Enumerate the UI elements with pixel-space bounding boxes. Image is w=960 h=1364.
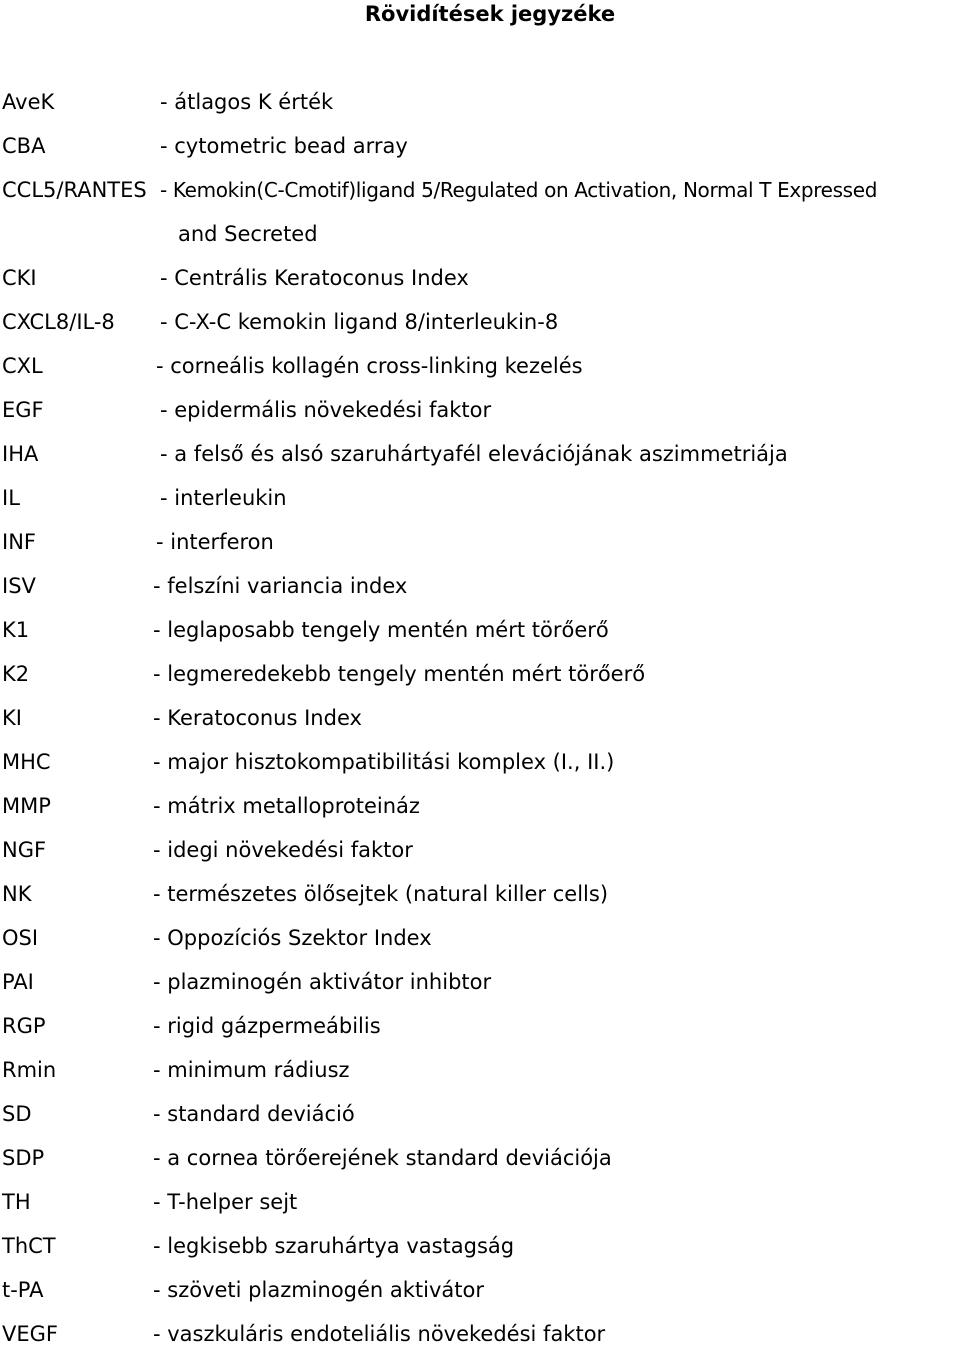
abbreviation: K1 [2, 618, 30, 642]
list-item [2, 1144, 960, 1188]
list-item [2, 396, 960, 440]
definition: - átlagos K érték [160, 90, 334, 114]
list-item [2, 660, 960, 704]
definition: - T-helper sejt [153, 1190, 298, 1214]
abbreviation: NK [2, 882, 32, 906]
definition: - leglaposabb tengely mentén mért törőerő [153, 618, 609, 642]
list-item [2, 1100, 960, 1144]
definition: - interleukin [160, 486, 287, 510]
abbreviation: PAI [2, 970, 34, 994]
definition: - Kemokin(C-Cmotif)ligand 5/Regulated on Activation, Normal T Expressed [160, 178, 878, 202]
abbreviation: RGP [2, 1014, 46, 1038]
list-item [2, 572, 960, 616]
definition: - major hisztokompatibilitási komplex (I., II.) [153, 750, 615, 774]
list-item [2, 880, 960, 924]
abbreviation: TH [2, 1190, 31, 1214]
abbreviation: IL [2, 486, 20, 510]
abbreviation: INF [2, 530, 36, 554]
abbreviation: IHA [2, 442, 39, 466]
list-item [2, 704, 960, 748]
list-item [2, 968, 960, 1012]
abbreviation: t-PA [2, 1278, 44, 1302]
list-item [2, 88, 960, 132]
list-item [2, 836, 960, 880]
abbreviation: OSI [2, 926, 39, 950]
abbreviation: EGF [2, 398, 44, 422]
definition-continuation: and Secreted [178, 222, 318, 246]
list-item [2, 132, 960, 176]
list-item [2, 352, 960, 396]
abbreviation: K2 [2, 662, 30, 686]
definition: - epidermális növekedési faktor [160, 398, 492, 422]
definition: - Keratoconus Index [153, 706, 362, 730]
abbreviation: SD [2, 1102, 32, 1126]
page-title: Rövidítések jegyzéke [364, 2, 616, 26]
list-item [2, 616, 960, 660]
list-item [2, 528, 960, 572]
list-item [2, 440, 960, 484]
definition: - interferon [156, 530, 274, 554]
abbreviation: ISV [2, 574, 36, 598]
list-item [2, 1188, 960, 1232]
list-item [2, 1056, 960, 1100]
abbreviation: CXCL8/IL-8 [2, 310, 115, 334]
abbreviation: CCL5/RANTES [2, 178, 147, 202]
definition: - természetes ölősejtek (natural killer cells) [153, 882, 609, 906]
definition: - mátrix metalloproteináz [153, 794, 420, 818]
abbreviation: KI [2, 706, 22, 730]
abbreviation: CKI [2, 266, 37, 290]
abbreviation: NGF [2, 838, 47, 862]
list-item [2, 1320, 960, 1364]
abbreviation: MMP [2, 794, 51, 818]
definition: - plazminogén aktivátor inhibtor [153, 970, 492, 994]
list-item [2, 176, 960, 264]
abbreviation: SDP [2, 1146, 45, 1170]
definition: - Centrális Keratoconus Index [160, 266, 469, 290]
definition: - cytometric bead array [160, 134, 408, 158]
definition: - minimum rádiusz [153, 1058, 350, 1082]
list-item [2, 484, 960, 528]
definition: - felszíni variancia index [153, 574, 408, 598]
abbreviation: AveK [2, 90, 55, 114]
list-item [2, 1012, 960, 1056]
definition: - Oppozíciós Szektor Index [153, 926, 432, 950]
definition: - szöveti plazminogén aktivátor [153, 1278, 485, 1302]
abbreviation: ThCT [2, 1234, 56, 1258]
list-item [2, 748, 960, 792]
list-item [2, 1232, 960, 1276]
definition: - legkisebb szaruhártya vastagság [153, 1234, 515, 1258]
abbreviation: CXL [2, 354, 43, 378]
list-item [2, 1276, 960, 1320]
list-item [2, 308, 960, 352]
definition: - legmeredekebb tengely mentén mért törőerő [153, 662, 646, 686]
abbreviation: VEGF [2, 1322, 58, 1346]
definition: - rigid gázpermeábilis [153, 1014, 381, 1038]
definition: - a cornea törőerejének standard deviációja [153, 1146, 612, 1170]
abbreviation: Rmin [2, 1058, 57, 1082]
definition: - corneális kollagén cross-linking kezelés [156, 354, 583, 378]
definition: - a felső és alsó szaruhártyafél elevációjának aszimmetriája [160, 442, 788, 466]
list-item [2, 924, 960, 968]
abbreviation: CBA [2, 134, 46, 158]
definition: - C-X-C kemokin ligand 8/interleukin-8 [160, 310, 559, 334]
definition: - standard deviáció [153, 1102, 355, 1126]
list-item [2, 264, 960, 308]
definition: - vaszkuláris endoteliális növekedési faktor [153, 1322, 606, 1346]
definition: - idegi növekedési faktor [153, 838, 413, 862]
abbreviation-list [2, 88, 960, 1364]
abbreviation: MHC [2, 750, 51, 774]
list-item [2, 792, 960, 836]
